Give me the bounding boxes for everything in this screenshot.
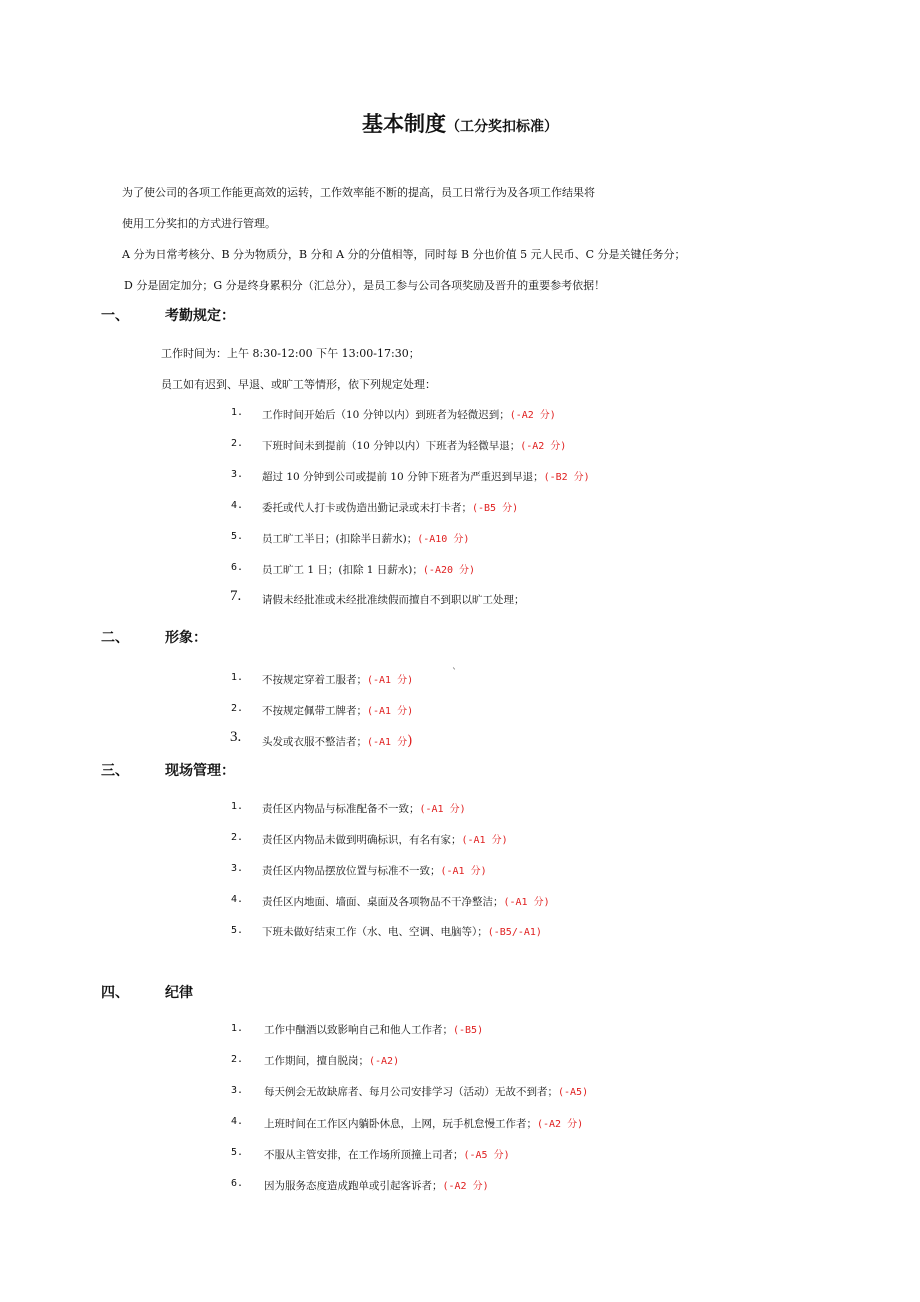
list-item: [262, 406, 556, 422]
item-number: 5.: [231, 925, 244, 936]
penalty-paren: ): [407, 733, 413, 749]
intro-line-3: A 分为日常考核分、B 分为物质分，B 分和 A 分的分值相等，同时每 B 分也价值 5 元人民币、C 分是关键任务分；: [122, 248, 686, 261]
item-number: 7.: [230, 588, 242, 604]
item-number: 3.: [230, 729, 242, 745]
item-number: 2.: [231, 832, 244, 843]
section-title: 考勤规定：: [165, 308, 235, 324]
intro-line-2: 使用工分奖扣的方式进行管理。: [122, 217, 276, 230]
penalty-label: (-A5): [558, 1087, 589, 1098]
list-item: [262, 702, 413, 718]
section-number: 二、: [101, 630, 129, 646]
item-text: 因为服务态度造成跑单或引起客诉者；: [264, 1180, 443, 1192]
section-title: 现场管理：: [165, 763, 235, 779]
title-sub: （工分奖扣标准）: [446, 119, 558, 135]
list-item: [262, 499, 518, 515]
list-item: [262, 671, 413, 687]
intro-line-1: 为了使公司的各项工作能更高效的运转，工作效率能不断的提高，员工日常行为及各项工作结果将: [122, 186, 595, 199]
item-text: 责任区内物品摆放位置与标准不一致；: [262, 865, 441, 877]
stray-mark: ˋ: [452, 668, 457, 679]
list-item: [264, 1084, 588, 1099]
item-number: 3.: [231, 469, 244, 480]
item-number: 6.: [231, 562, 244, 573]
list-item: [262, 831, 508, 847]
list-item: [264, 1022, 483, 1037]
list-item: [262, 893, 550, 909]
item-text: 工作时间开始后（10 分钟以内）到班者为轻微迟到；: [262, 409, 510, 421]
penalty-label: (-A2): [369, 1056, 400, 1067]
penalty-label: (-A1 分): [440, 866, 487, 877]
item-number: 5.: [231, 1147, 244, 1158]
item-text: 不服从主管安排，在工作场所顶撞上司者；: [264, 1149, 464, 1161]
item-number: 2.: [231, 438, 244, 449]
item-text: 下班未做好结束工作（水、电、空调、电脑等）；: [262, 926, 488, 938]
section-sub-line: 员工如有迟到、早退、或旷工等情形，依下列规定处理：: [161, 378, 436, 391]
item-number: 1.: [231, 801, 244, 812]
list-item: [262, 733, 413, 749]
list-item: [262, 862, 487, 878]
penalty-label: (-A2 分): [537, 1119, 584, 1130]
item-text: 请假未经批准或未经批准续假而擅自不到职以旷工处理；: [262, 594, 525, 606]
item-text: 责任区内物品未做到明确标识，有名有家；: [262, 834, 462, 846]
section-title: 纪律: [165, 985, 193, 1001]
penalty-label: (-A5 分): [463, 1150, 510, 1161]
list-item: [262, 592, 525, 607]
list-item: [262, 530, 469, 546]
title-main: 基本制度: [362, 112, 446, 136]
list-item: [262, 468, 590, 484]
item-number: 3.: [231, 1085, 244, 1096]
penalty-label: (-B5): [453, 1025, 484, 1036]
intro-line-4: D 分是固定加分；G 分是终身累积分（汇总分），是员工参与公司各项奖励及晋升的重要参考依据！: [124, 279, 606, 292]
penalty-label: (-B2 分): [543, 472, 590, 483]
section-number: 三、: [101, 763, 129, 779]
item-text: 工作期间，擅自脱岗；: [264, 1055, 369, 1067]
item-number: 5.: [231, 531, 244, 542]
list-item: [262, 800, 466, 816]
item-number: 1.: [231, 1023, 244, 1034]
penalty-label: (-A2 分): [509, 410, 556, 421]
item-number: 2.: [231, 1054, 244, 1065]
item-number: 3.: [231, 863, 244, 874]
section-number: 一、: [101, 308, 129, 324]
penalty-label: (-A1 分): [461, 835, 508, 846]
item-text: 头发或衣服不整洁者；: [262, 736, 367, 748]
list-item: [264, 1177, 489, 1193]
penalty-label: (-A2 分): [442, 1181, 489, 1192]
item-text: 每天例会无故缺席者、每月公司安排学习（活动）无故不到者；: [264, 1086, 558, 1098]
penalty-label: (-A1 分): [503, 897, 550, 908]
section-title: 形象：: [165, 630, 207, 646]
penalty-label: (-B5 分): [472, 503, 519, 514]
penalty-label: (-A1 分): [419, 804, 466, 815]
penalty-label: (-A1 分): [367, 675, 414, 686]
penalty-label: (-A10 分): [417, 534, 470, 545]
list-item: [262, 924, 542, 939]
item-text: 工作中酗酒以致影响自己和他人工作者；: [264, 1024, 453, 1036]
section-sub-line: 工作时间为：上午 8:30-12:00 下午 13:00-17:30；: [161, 347, 420, 360]
item-number: 1.: [231, 407, 244, 418]
list-item: [264, 1115, 583, 1131]
item-number: 4.: [231, 894, 244, 905]
penalty-label: (-A2 分): [520, 441, 567, 452]
item-text: 责任区内物品与标准配备不一致；: [262, 803, 420, 815]
item-text: 不按规定穿着工服者；: [262, 674, 367, 686]
section-number: 四、: [101, 985, 129, 1001]
item-number: 2.: [231, 703, 244, 714]
item-number: 4.: [231, 500, 244, 511]
item-text: 上班时间在工作区内躺卧休息，上网，玩手机怠慢工作者；: [264, 1118, 537, 1130]
list-item: [262, 561, 475, 577]
item-text: 员工旷工半日；(扣除半日薪水)；: [262, 533, 418, 545]
item-number: 4.: [231, 1116, 244, 1127]
item-number: 6.: [231, 1178, 244, 1189]
penalty-label: (-B5/-A1): [487, 927, 542, 938]
item-text: 委托或代人打卡或伪造出勤记录或未打卡者；: [262, 502, 472, 514]
item-text: 责任区内地面、墙面、桌面及各项物品不干净整洁；: [262, 896, 504, 908]
list-item: [262, 437, 566, 453]
item-text: 超过 10 分钟到公司或提前 10 分钟下班者为严重迟到早退；: [262, 471, 544, 483]
penalty-label: (-A20 分): [422, 565, 476, 576]
item-text: 员工旷工 1 日；(扣除 1 日薪水)；: [262, 564, 423, 576]
penalty-label: (-A1 分): [367, 706, 414, 717]
list-item: [264, 1146, 510, 1162]
item-text: 下班时间未到提前（10 分钟以内）下班者为轻微早退；: [262, 440, 521, 452]
page-title: [0, 108, 920, 138]
penalty-label: (-A1 分: [367, 737, 408, 748]
item-text: 不按规定佩带工牌者；: [262, 705, 367, 717]
list-item: [264, 1053, 399, 1068]
item-number: 1.: [231, 672, 244, 683]
